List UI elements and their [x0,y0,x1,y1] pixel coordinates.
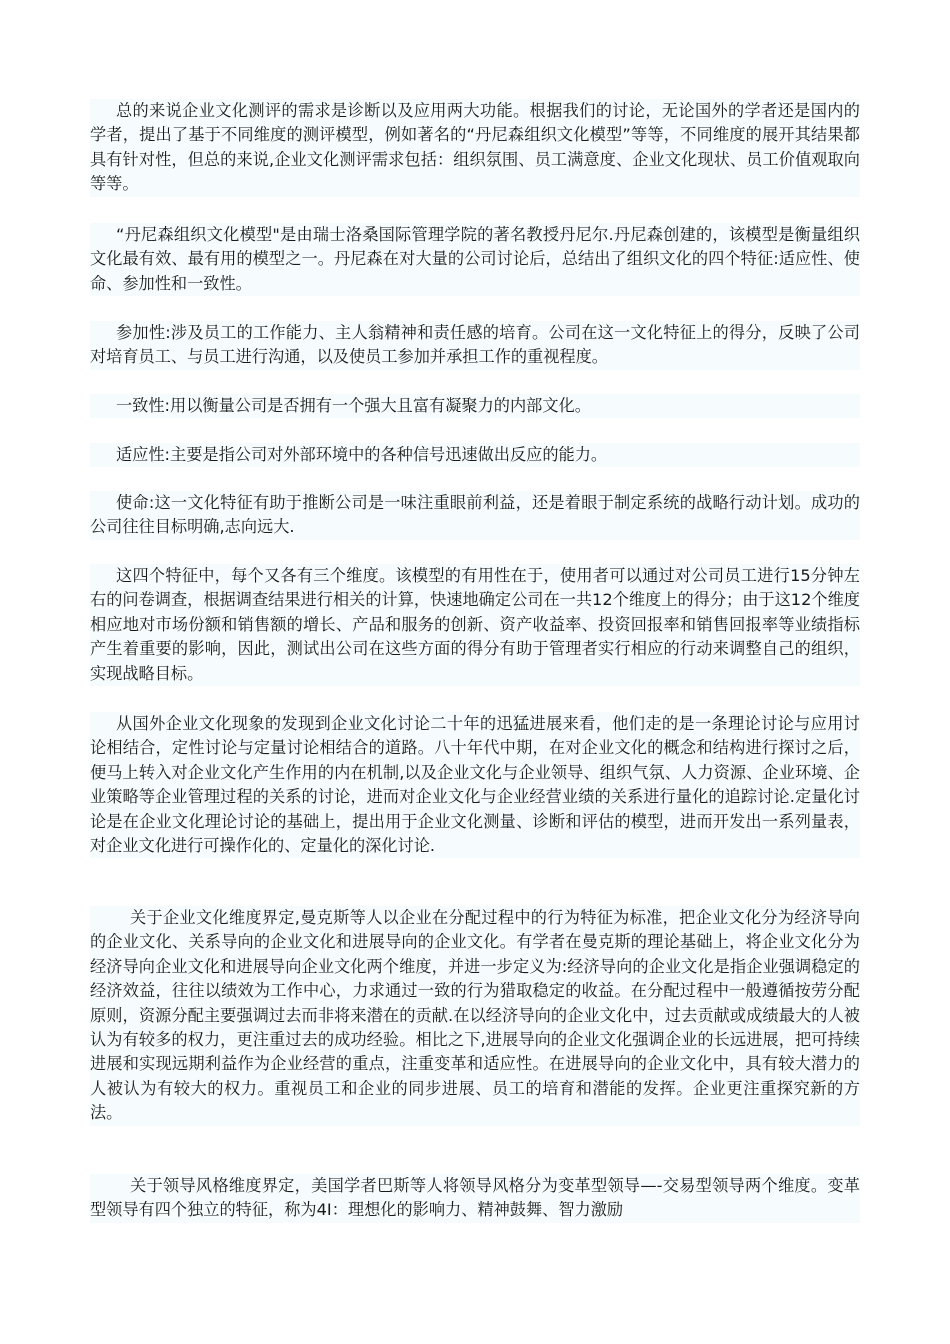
paragraph-9: 关于企业文化维度界定,曼克斯等人以企业在分配过程中的行为特征为标准，把企业文化分为经济导向的企业文化、关系导向的企业文化和进展导向的企业文化。有学者在曼克斯的理论基础上，将企业文化分为经济导向企业文化和进展导向企业文化两个维度，并进一步定义为:经济导向的企业文化是指企业强调稳定的经济效益，往往以绩效为工作中心，力求通过一致的行为猎取稳定的收益。在分配过程中一般遵循按劳分配原则，资源分配主要强调过去而非将来潜在的贡献.在以经济导向的企业文化中，过去贡献或成绩最大的人被认为有较多的权力，更注重过去的成功经验。相比之下,进展导向的企业文化强调企业的长远进展，把可持续进展和实现远期利益作为企业经营的重点，注重变革和适应性。在进展导向的企业文化中，具有较大潜力的人被认为有较大的权力。重视员工和企业的同步进展、员工的培育和潜能的发挥。企业更注重探究新的方法。 [90,906,860,1126]
paragraph-10: 关于领导风格维度界定，美国学者巴斯等人将领导风格分为变革型领导—-交易型领导两个维度。变革型领导有四个独立的特征，称为4I：理想化的影响力、精神鼓舞、智力激励 [90,1174,860,1223]
paragraph-1: 总的来说企业文化测评的需求是诊断以及应用两大功能。根据我们的讨论，无论国外的学者还是国内的学者，提出了基于不同维度的测评模型，例如著名的“丹尼森组织文化模型”等等，不同维度的展开其结果都具有针对性，但总的来说,企业文化测评需求包括：组织氛围、员工满意度、企业文化现状、员工价值观取向等等。 [90,99,860,197]
paragraph-8: 从国外企业文化现象的发现到企业文化讨论二十年的迅猛进展来看，他们走的是一条理论讨论与应用讨论相结合，定性讨论与定量讨论相结合的道路。八十年代中期，在对企业文化的概念和结构进行探讨之后，便马上转入对企业文化产生作用的内在机制,以及企业文化与企业领导、组织气氛、人力资源、企业环境、企业策略等企业管理过程的关系的讨论，进而对企业文化与企业经营业绩的关系进行量化的追踪讨论.定量化讨论是在企业文化理论讨论的基础上，提出用于企业文化测量、诊断和评估的模型，进而开发出一系列量表，对企业文化进行可操作化的、定量化的深化讨论. [90,712,860,858]
paragraph-6: 使命:这一文化特征有助于推断公司是一味注重眼前利益，还是着眼于制定系统的战略行动计划。成功的公司往往目标明确,志向远大. [90,491,860,540]
paragraph-2: “丹尼森组织文化模型"是由瑞士洛桑国际管理学院的著名教授丹尼尔.丹尼森创建的，该模型是衡量组织文化最有效、最有用的模型之一。丹尼森在对大量的公司讨论后，总结出了组织文化的四个特征:适应性、使命、参加性和一致性。 [90,223,860,296]
paragraph-7: 这四个特征中，每个又各有三个维度。该模型的有用性在于，使用者可以通过对公司员工进行15分钟左右的问卷调查，根据调查结果进行相关的计算，快速地确定公司在一共12个维度上的得分；由于这12个维度相应地对市场份额和销售额的增长、产品和服务的创新、资产收益率、投资回报率和销售回报率等业绩指标产生着重要的影响，因此，测试出公司在这些方面的得分有助于管理者实行相应的行动来调整自己的组织，实现战略目标。 [90,564,860,686]
paragraph-5: 适应性:主要是指公司对外部环境中的各种信号迅速做出反应的能力。 [90,443,860,467]
paragraph-3: 参加性:涉及员工的工作能力、主人翁精神和责任感的培育。公司在这一文化特征上的得分，反映了公司对培育员工、与员工进行沟通，以及使员工参加并承担工作的重视程度。 [90,321,860,370]
paragraph-4: 一致性:用以衡量公司是否拥有一个强大且富有凝聚力的内部文化。 [90,394,860,418]
